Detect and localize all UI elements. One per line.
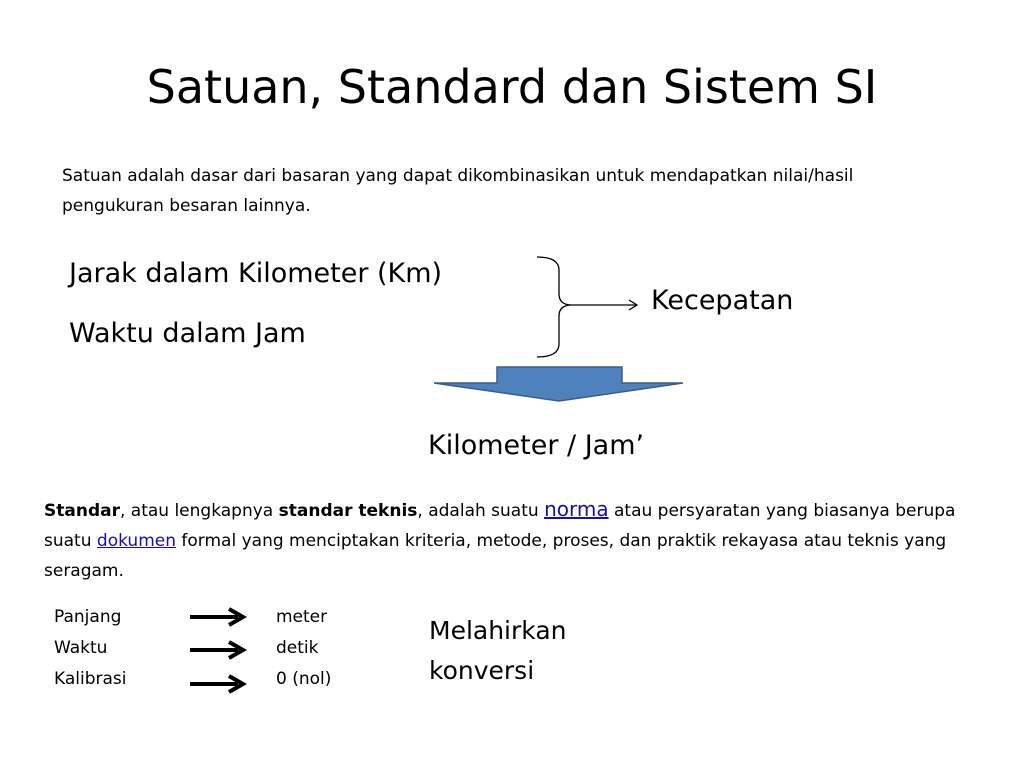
standard-text-3: atau persyaratan yang biasanya berupa suatu — [44, 501, 956, 551]
time-label: Waktu dalam Jam — [69, 318, 306, 349]
standard-paragraph — [44, 494, 984, 586]
conclusion-line-1: Melahirkan — [429, 616, 567, 645]
standard-text-4: formal yang menciptakan kriteria, metode, proses, dan praktik rekayasa atau teknis yang seragam. — [44, 531, 947, 581]
table-from-waktu: Waktu — [54, 638, 108, 658]
unit-label: Kilometer / Jam’ — [428, 430, 645, 461]
table-arrow-icon — [190, 676, 243, 692]
dokumen-link[interactable]: dokumen — [96, 531, 176, 551]
speed-label: Kecepatan — [651, 285, 794, 316]
norma-link[interactable]: norma — [544, 497, 609, 521]
distance-label: Jarak dalam Kilometer (Km) — [69, 258, 443, 289]
standard-text-2: , adalah suatu — [417, 501, 545, 521]
table-from-panjang: Panjang — [54, 607, 122, 627]
table-to-nol: 0 (nol) — [276, 669, 332, 689]
table-to-meter: meter — [276, 607, 328, 627]
standar-term: Standar — [44, 501, 120, 521]
table-arrow-icon — [190, 609, 243, 625]
table-to-detik: detik — [276, 638, 319, 658]
down-arrow-shape — [434, 367, 683, 401]
curly-brace — [537, 257, 572, 357]
table-arrow-icon — [190, 642, 243, 658]
slide-title: Satuan, Standard dan Sistem SI — [146, 60, 878, 114]
intro-paragraph: Satuan adalah dasar dari basaran yang dapat dikombinasikan untuk mendapatkan nilai/hasil pengukuran besaran lainnya. — [62, 166, 854, 216]
standard-text-1: , atau lengkapnya — [119, 501, 279, 521]
conclusion-line-2: konversi — [429, 656, 535, 685]
table-from-kalibrasi: Kalibrasi — [54, 669, 127, 689]
standar-teknis-term: standar teknis — [278, 501, 418, 521]
